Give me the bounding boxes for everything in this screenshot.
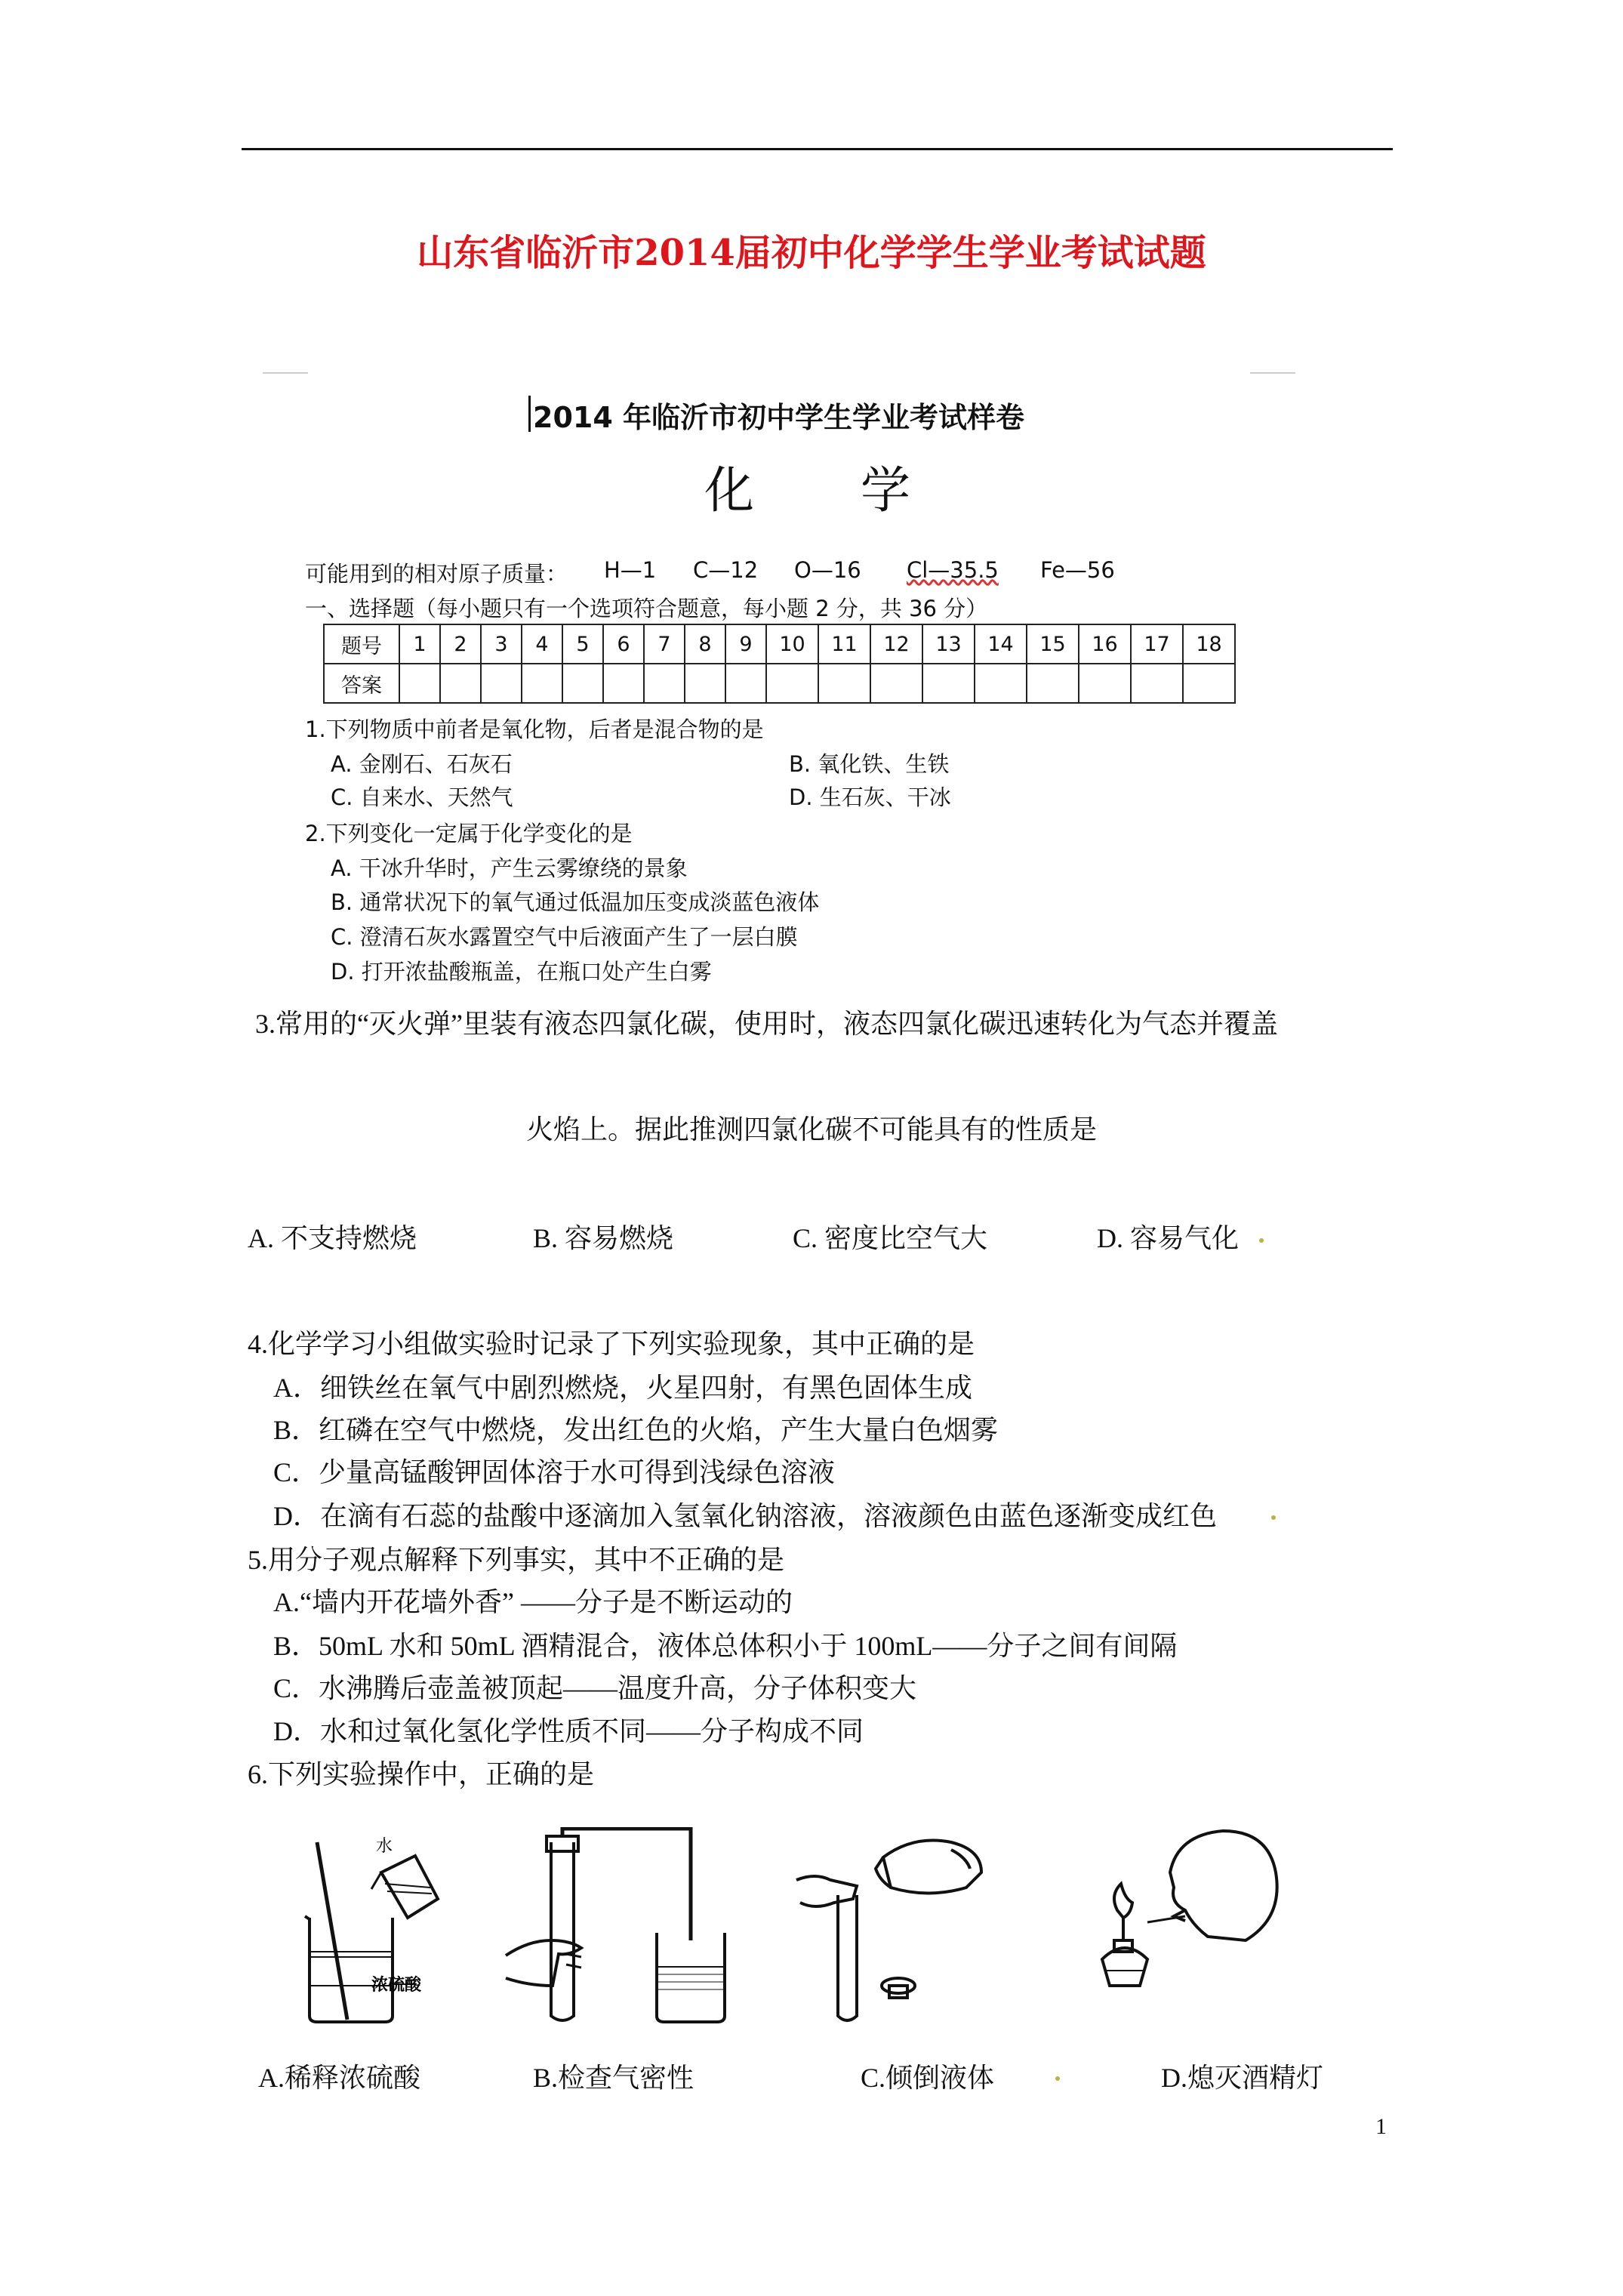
question-1-stem: 1.下列物质中前者是氧化物，后者是混合物的是 (305, 717, 764, 742)
answer-cell[interactable] (1027, 664, 1079, 703)
question-3-option-a: A. 不支持燃烧 (248, 1223, 417, 1253)
document-title: 山东省临沂市2014届初中化学学生学业考试试题 (417, 232, 1206, 274)
question-number: 8 (685, 624, 725, 664)
scan-exam-title: 2014 年临沂市初中学生学业考试样卷 (533, 401, 1024, 434)
figure-c-caption: C.倾倒液体 (861, 2063, 995, 2093)
dilute-acid-illustration (294, 1827, 460, 2031)
question-1-option-c: C. 自来水、天然气 (331, 784, 513, 810)
question-number: 1 (399, 624, 440, 664)
pouring-liquid-illustration (793, 1827, 996, 2031)
answer-cell[interactable] (644, 664, 685, 703)
table-header-cell: 题号 (324, 624, 399, 664)
fig-a-water-label: 水 (376, 1837, 393, 1856)
question-5-stem: 5.用分子观点解释下列事实，其中不正确的是 (248, 1545, 785, 1575)
question-4-option-b: B．红磷在空气中燃烧，发出红色的火焰，产生大量白色烟雾 (273, 1415, 999, 1445)
question-number: 7 (644, 624, 685, 664)
question-4-stem: 4.化学学习小组做实验时记录了下列实验现象，其中正确的是 (248, 1329, 975, 1359)
table-row (324, 624, 1235, 664)
answer-cell[interactable] (766, 664, 818, 703)
question-2-stem: 2.下列变化一定属于化学变化的是 (305, 821, 633, 846)
speck (1271, 1515, 1276, 1520)
speck (1259, 1238, 1264, 1243)
question-3-option-d: D. 容易气化 (1097, 1223, 1239, 1253)
answer-cell[interactable] (440, 664, 481, 703)
atomic-mass-o: O—16 (794, 557, 861, 583)
question-number: 10 (766, 624, 818, 664)
page-number: 1 (1375, 2114, 1387, 2139)
question-number: 14 (975, 624, 1027, 664)
question-5-option-b: B．50mL 水和 50mL 酒精混合，液体总体积小于 100mL——分子之间有间隔 (273, 1631, 1178, 1661)
question-2-option-a: A. 干冰升华时，产生云雾缭绕的景象 (331, 855, 688, 881)
question-number: 3 (481, 624, 522, 664)
answer-cell[interactable] (399, 664, 440, 703)
answer-cell[interactable] (975, 664, 1027, 703)
atomic-mass-cl: Cl—35.5 (907, 557, 999, 583)
figure-a-caption: A.稀释浓硫酸 (258, 2063, 420, 2093)
table-row (324, 664, 1235, 703)
atomic-mass-label: 可能用到的相对原子质量： (305, 561, 568, 587)
question-number: 5 (562, 624, 603, 664)
question-3-line-1: 3.常用的“灭火弹”里装有液态四氯化碳，使用时，液态四氯化碳迅速转化为气态并覆盖 (255, 1009, 1278, 1039)
answer-cell[interactable] (562, 664, 603, 703)
question-5-option-c: C．水沸腾后壶盖被顶起——温度升高，分子体积变大 (273, 1673, 917, 1703)
answer-table (323, 624, 1236, 704)
atomic-mass-c: C—12 (693, 557, 759, 583)
section-heading: 一、选择题（每小题只有一个选项符合题意，每小题 2 分，共 36 分） (305, 596, 988, 621)
question-number: 2 (440, 624, 481, 664)
speck (1055, 2076, 1060, 2081)
question-4-option-d: D．在滴有石蕊的盐酸中逐滴加入氢氧化钠溶液，溶液颜色由蓝色逐渐变成红色 (273, 1501, 1217, 1531)
atomic-mass-fe: Fe—56 (1040, 557, 1115, 583)
extinguish-lamp-illustration (1079, 1827, 1306, 2031)
question-2-option-c: C. 澄清石灰水露置空气中后液面产生了一层白膜 (331, 924, 798, 950)
question-2-option-d: D. 打开浓盐酸瓶盖，在瓶口处产生白雾 (331, 959, 712, 985)
question-number: 13 (922, 624, 975, 664)
question-number: 4 (522, 624, 562, 664)
question-number: 16 (1079, 624, 1131, 664)
answer-cell[interactable] (818, 664, 870, 703)
question-number: 11 (818, 624, 870, 664)
text-cursor (528, 396, 531, 432)
question-5-option-a: A.“墙内开花墙外香” ——分子是不断运动的 (273, 1587, 793, 1617)
question-4-option-c: C．少量高锰酸钾固体溶于水可得到浅绿色溶液 (273, 1457, 836, 1487)
question-1-option-a: A. 金刚石、石灰石 (331, 751, 513, 777)
answer-cell[interactable] (1131, 664, 1183, 703)
figure-b-caption: B.检查气密性 (533, 2063, 694, 2093)
question-number: 9 (725, 624, 766, 664)
question-number: 12 (870, 624, 922, 664)
answer-cell[interactable] (481, 664, 522, 703)
question-5-option-d: D．水和过氧化氢化学性质不同——分子构成不同 (273, 1716, 864, 1746)
question-2-option-b: B. 通常状况下的氧气通过低温加压变成淡蓝色液体 (331, 889, 820, 915)
question-3-line-2: 火焰上。据此推测四氯化碳不可能具有的性质是 (525, 1114, 1097, 1145)
question-number: 15 (1027, 624, 1079, 664)
answer-cell[interactable] (1079, 664, 1131, 703)
header-rule (242, 148, 1393, 150)
answer-cell[interactable] (922, 664, 975, 703)
answer-cell[interactable] (603, 664, 644, 703)
table-header-cell: 答案 (324, 664, 399, 703)
answer-cell[interactable] (685, 664, 725, 703)
answer-cell[interactable] (870, 664, 922, 703)
atomic-mass-h: H—1 (604, 557, 657, 583)
answer-cell[interactable] (522, 664, 562, 703)
answer-cell[interactable] (1183, 664, 1235, 703)
question-1-option-b: B. 氧化铁、生铁 (789, 751, 950, 777)
faint-mark (1250, 372, 1295, 374)
scan-subject: 化 学 (704, 461, 956, 519)
figure-d-caption: D.熄灭酒精灯 (1161, 2063, 1323, 2093)
question-6-stem: 6.下列实验操作中，正确的是 (248, 1759, 595, 1789)
question-number: 17 (1131, 624, 1183, 664)
question-number: 18 (1183, 624, 1235, 664)
faint-mark (263, 372, 308, 374)
question-1-option-d: D. 生石灰、干冰 (789, 784, 951, 810)
airtightness-illustration (498, 1827, 740, 2031)
question-3-option-c: C. 密度比空气大 (793, 1223, 988, 1253)
question-4-option-a: A．细铁丝在氧气中剧烈燃烧，火星四射，有黑色固体生成 (273, 1373, 972, 1403)
answer-cell[interactable] (725, 664, 766, 703)
question-number: 6 (603, 624, 644, 664)
fig-a-acid-label: 浓硫酸 (371, 1976, 422, 1995)
question-3-option-b: B. 容易燃烧 (533, 1223, 674, 1253)
